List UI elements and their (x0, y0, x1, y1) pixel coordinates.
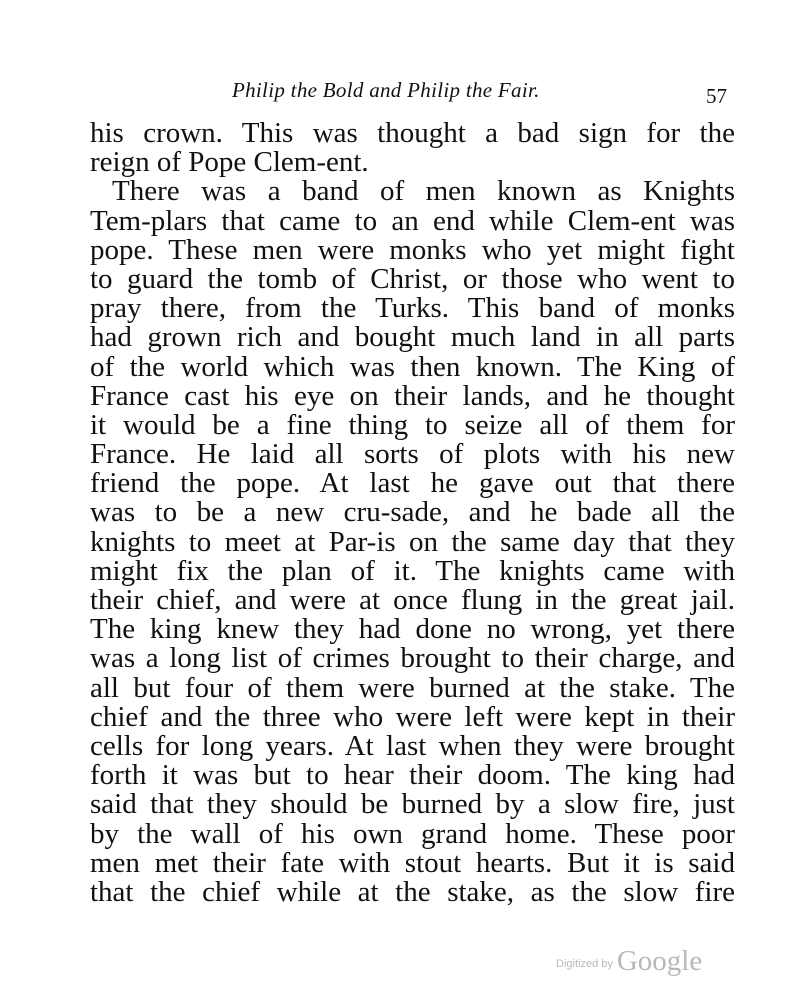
running-header (0, 78, 805, 108)
text-line: that the chief while at the stake, as the slow fire (90, 875, 735, 908)
text-line: his crown. This was thought a bad sign for the (90, 117, 735, 149)
text-line: pray there, from the Turks. This band of monks (90, 292, 735, 325)
text-line: was a long list of crimes brought to their charge, and (90, 642, 735, 675)
text-line: was to be a new cru-sade, and he bade all the (90, 496, 735, 529)
text-line: by the wall of his own grand home. These poor (90, 817, 735, 850)
text-line: knights to meet at Par-is on the same day that they (90, 525, 735, 558)
text-line: There was a band of men known as Knights (112, 175, 735, 208)
watermark-prefix: Digitized by (556, 958, 613, 970)
text-line: friend the pope. At last he gave out that there (90, 467, 735, 500)
text-line: it would be a fine thing to seize all of them for (90, 408, 735, 441)
running-title: Philip the Bold and Philip the Fair. (232, 78, 540, 102)
text-line: men met their fate with stout hearts. But it is said (90, 846, 735, 879)
text-line: France cast his eye on their lands, and he thought (90, 379, 735, 412)
text-line: to guard the tomb of Christ, or those who went to (90, 262, 735, 295)
text-line: cells for long years. At last when they were brought (90, 729, 735, 762)
text-line: all but four of them were burned at the stake. The (90, 671, 735, 704)
text-line: chief and the three who were left were kept in their (90, 700, 735, 733)
digitized-watermark (556, 945, 702, 978)
text-line: forth it was but to hear their doom. The king had (90, 759, 735, 792)
text-line: Tem-plars that came to an end while Clem-ent was (90, 204, 735, 237)
watermark-brand: Google (616, 945, 703, 977)
text-line: their chief, and were at once flung in the great jail. (90, 584, 735, 616)
text-line: might fix the plan of it. The knights came with (90, 554, 735, 587)
text-line: said that they should be burned by a slow fire, just (90, 788, 735, 821)
text-line: of the world which was then known. The King of (90, 350, 735, 383)
text-line: The king knew they had done no wrong, yet there (90, 613, 735, 646)
text-line: had grown rich and bought much land in all parts (90, 321, 735, 354)
text-line: pope. These men were monks who yet might fight (90, 233, 735, 266)
text-line: France. He laid all sorts of plots with his new (90, 438, 735, 471)
page-number: 57 (706, 84, 727, 108)
text-line: reign of Pope Clem-ent. (90, 146, 369, 179)
body-text (90, 119, 735, 907)
